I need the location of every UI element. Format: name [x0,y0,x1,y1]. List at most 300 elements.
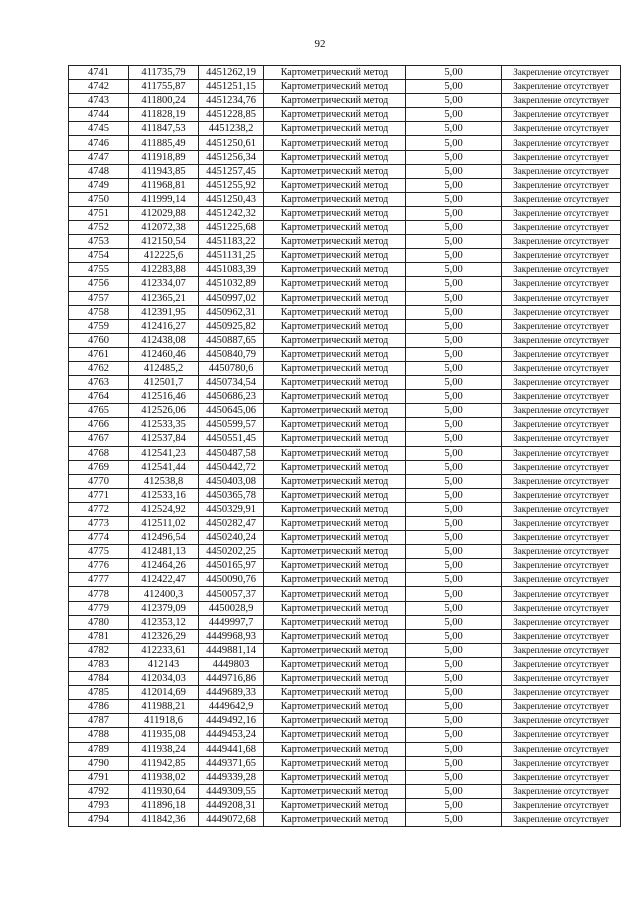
point-number-cell: 4786 [69,700,129,714]
marking-note-cell: Закрепление отсутствует [502,150,621,164]
x-coordinate-cell: 412326,29 [129,629,199,643]
y-coordinate-cell: 4451255,92 [199,178,264,192]
accuracy-cell: 5,00 [406,643,502,657]
x-coordinate-cell: 411828,19 [129,108,199,122]
marking-note-cell: Закрепление отсутствует [502,108,621,122]
y-coordinate-cell: 4450925,82 [199,319,264,333]
marking-note-cell: Закрепление отсутствует [502,742,621,756]
point-number-cell: 4760 [69,333,129,347]
accuracy-cell: 5,00 [406,629,502,643]
y-coordinate-cell: 4451083,39 [199,263,264,277]
y-coordinate-cell: 4449689,33 [199,686,264,700]
method-cell: Картометрический метод [264,221,406,235]
method-cell: Картометрический метод [264,390,406,404]
method-cell: Картометрический метод [264,559,406,573]
table-row [69,122,621,136]
marking-note-cell: Закрепление отсутствует [502,686,621,700]
x-coordinate-cell: 411942,85 [129,756,199,770]
y-coordinate-cell: 4449371,65 [199,756,264,770]
x-coordinate-cell: 412416,27 [129,319,199,333]
point-number-cell: 4790 [69,756,129,770]
method-cell: Картометрический метод [264,164,406,178]
x-coordinate-cell: 412541,23 [129,446,199,460]
marking-note-cell: Закрепление отсутствует [502,235,621,249]
table-row [69,361,621,375]
method-cell: Картометрический метод [264,657,406,671]
y-coordinate-cell: 4449441,68 [199,742,264,756]
point-number-cell: 4765 [69,404,129,418]
y-coordinate-cell: 4451257,45 [199,164,264,178]
x-coordinate-cell: 412233,61 [129,643,199,657]
table-row [69,164,621,178]
x-coordinate-cell: 412353,12 [129,615,199,629]
marking-note-cell: Закрепление отсутствует [502,305,621,319]
accuracy-cell: 5,00 [406,798,502,812]
marking-note-cell: Закрепление отсутствует [502,700,621,714]
y-coordinate-cell: 4450365,78 [199,488,264,502]
x-coordinate-cell: 412538,8 [129,474,199,488]
method-cell: Картометрический метод [264,728,406,742]
y-coordinate-cell: 4451131,25 [199,249,264,263]
y-coordinate-cell: 4450202,25 [199,545,264,559]
x-coordinate-cell: 411935,08 [129,728,199,742]
y-coordinate-cell: 4450028,9 [199,601,264,615]
method-cell: Картометрический метод [264,66,406,80]
x-coordinate-cell: 412526,06 [129,404,199,418]
y-coordinate-cell: 4449642,9 [199,700,264,714]
marking-note-cell: Закрепление отсутствует [502,333,621,347]
accuracy-cell: 5,00 [406,742,502,756]
y-coordinate-cell: 4451228,85 [199,108,264,122]
y-coordinate-cell: 4449968,93 [199,629,264,643]
x-coordinate-cell: 411918,6 [129,714,199,728]
x-coordinate-cell: 412460,46 [129,347,199,361]
method-cell: Картометрический метод [264,798,406,812]
table-row [69,517,621,531]
method-cell: Картометрический метод [264,672,406,686]
x-coordinate-cell: 411847,53 [129,122,199,136]
accuracy-cell: 5,00 [406,418,502,432]
point-number-cell: 4783 [69,657,129,671]
method-cell: Картометрический метод [264,700,406,714]
method-cell: Картометрический метод [264,432,406,446]
point-number-cell: 4772 [69,502,129,516]
marking-note-cell: Закрепление отсутствует [502,587,621,601]
point-number-cell: 4755 [69,263,129,277]
table-row [69,615,621,629]
y-coordinate-cell: 4449072,68 [199,812,264,826]
accuracy-cell: 5,00 [406,770,502,784]
method-cell: Картометрический метод [264,756,406,770]
x-coordinate-cell: 412422,47 [129,573,199,587]
accuracy-cell: 5,00 [406,672,502,686]
x-coordinate-cell: 411930,64 [129,784,199,798]
accuracy-cell: 5,00 [406,432,502,446]
accuracy-cell: 5,00 [406,221,502,235]
marking-note-cell: Закрепление отсутствует [502,728,621,742]
table-row [69,742,621,756]
x-coordinate-cell: 412537,84 [129,432,199,446]
x-coordinate-cell: 412379,09 [129,601,199,615]
y-coordinate-cell: 4450997,02 [199,291,264,305]
point-number-cell: 4744 [69,108,129,122]
marking-note-cell: Закрепление отсутствует [502,657,621,671]
point-number-cell: 4756 [69,277,129,291]
x-coordinate-cell: 412400,3 [129,587,199,601]
accuracy-cell: 5,00 [406,376,502,390]
x-coordinate-cell: 412481,13 [129,545,199,559]
marking-note-cell: Закрепление отсутствует [502,404,621,418]
marking-note-cell: Закрепление отсутствует [502,545,621,559]
point-number-cell: 4779 [69,601,129,615]
method-cell: Картометрический метод [264,150,406,164]
x-coordinate-cell: 411968,81 [129,178,199,192]
marking-note-cell: Закрепление отсутствует [502,277,621,291]
marking-note-cell: Закрепление отсутствует [502,812,621,826]
x-coordinate-cell: 412225,6 [129,249,199,263]
y-coordinate-cell: 4450403,08 [199,474,264,488]
method-cell: Картометрический метод [264,263,406,277]
point-number-cell: 4781 [69,629,129,643]
marking-note-cell: Закрепление отсутствует [502,136,621,150]
x-coordinate-cell: 411943,85 [129,164,199,178]
point-number-cell: 4761 [69,347,129,361]
y-coordinate-cell: 4451250,43 [199,192,264,206]
point-number-cell: 4752 [69,221,129,235]
table-row [69,249,621,263]
accuracy-cell: 5,00 [406,277,502,291]
method-cell: Картометрический метод [264,545,406,559]
x-coordinate-cell: 411918,89 [129,150,199,164]
table-row [69,108,621,122]
marking-note-cell: Закрепление отсутствует [502,784,621,798]
point-number-cell: 4747 [69,150,129,164]
method-cell: Картометрический метод [264,643,406,657]
accuracy-cell: 5,00 [406,517,502,531]
table-row [69,192,621,206]
y-coordinate-cell: 4450487,58 [199,446,264,460]
point-number-cell: 4754 [69,249,129,263]
accuracy-cell: 5,00 [406,333,502,347]
y-coordinate-cell: 4450840,79 [199,347,264,361]
table-row [69,277,621,291]
x-coordinate-cell: 412150,54 [129,235,199,249]
accuracy-cell: 5,00 [406,812,502,826]
x-coordinate-cell: 411885,49 [129,136,199,150]
accuracy-cell: 5,00 [406,559,502,573]
method-cell: Картометрический метод [264,446,406,460]
method-cell: Картометрический метод [264,784,406,798]
point-number-cell: 4788 [69,728,129,742]
method-cell: Картометрический метод [264,418,406,432]
accuracy-cell: 5,00 [406,502,502,516]
coordinates-table [68,65,621,827]
table-row [69,376,621,390]
y-coordinate-cell: 4449997,7 [199,615,264,629]
coordinates-table-body [69,66,621,827]
point-number-cell: 4743 [69,94,129,108]
accuracy-cell: 5,00 [406,404,502,418]
point-number-cell: 4767 [69,432,129,446]
marking-note-cell: Закрепление отсутствует [502,66,621,80]
table-row [69,150,621,164]
x-coordinate-cell: 412143 [129,657,199,671]
x-coordinate-cell: 412464,26 [129,559,199,573]
table-row [69,756,621,770]
x-coordinate-cell: 412541,44 [129,460,199,474]
marking-note-cell: Закрепление отсутствует [502,221,621,235]
point-number-cell: 4766 [69,418,129,432]
y-coordinate-cell: 4449492,16 [199,714,264,728]
marking-note-cell: Закрепление отсутствует [502,94,621,108]
x-coordinate-cell: 412438,08 [129,333,199,347]
y-coordinate-cell: 4449881,14 [199,643,264,657]
x-coordinate-cell: 412391,95 [129,305,199,319]
marking-note-cell: Закрепление отсутствует [502,319,621,333]
point-number-cell: 4793 [69,798,129,812]
y-coordinate-cell: 4450057,37 [199,587,264,601]
y-coordinate-cell: 4451250,61 [199,136,264,150]
table-row [69,601,621,615]
point-number-cell: 4745 [69,122,129,136]
x-coordinate-cell: 412533,35 [129,418,199,432]
accuracy-cell: 5,00 [406,235,502,249]
point-number-cell: 4746 [69,136,129,150]
table-row [69,333,621,347]
method-cell: Картометрический метод [264,812,406,826]
method-cell: Картометрический метод [264,404,406,418]
x-coordinate-cell: 411735,79 [129,66,199,80]
marking-note-cell: Закрепление отсутствует [502,531,621,545]
table-row [69,770,621,784]
method-cell: Картометрический метод [264,573,406,587]
marking-note-cell: Закрепление отсутствует [502,192,621,206]
point-number-cell: 4794 [69,812,129,826]
accuracy-cell: 5,00 [406,390,502,404]
accuracy-cell: 5,00 [406,728,502,742]
table-row [69,728,621,742]
point-number-cell: 4750 [69,192,129,206]
y-coordinate-cell: 4450734,54 [199,376,264,390]
point-number-cell: 4748 [69,164,129,178]
accuracy-cell: 5,00 [406,615,502,629]
accuracy-cell: 5,00 [406,573,502,587]
y-coordinate-cell: 4450551,45 [199,432,264,446]
point-number-cell: 4776 [69,559,129,573]
accuracy-cell: 5,00 [406,94,502,108]
accuracy-cell: 5,00 [406,756,502,770]
marking-note-cell: Закрепление отсутствует [502,601,621,615]
accuracy-cell: 5,00 [406,545,502,559]
point-number-cell: 4751 [69,206,129,220]
method-cell: Картометрический метод [264,178,406,192]
x-coordinate-cell: 411755,87 [129,80,199,94]
marking-note-cell: Закрепление отсутствует [502,643,621,657]
table-row [69,221,621,235]
y-coordinate-cell: 4451225,68 [199,221,264,235]
method-cell: Картометрический метод [264,333,406,347]
table-row [69,559,621,573]
point-number-cell: 4742 [69,80,129,94]
method-cell: Картометрический метод [264,770,406,784]
x-coordinate-cell: 411988,21 [129,700,199,714]
accuracy-cell: 5,00 [406,178,502,192]
point-number-cell: 4784 [69,672,129,686]
marking-note-cell: Закрепление отсутствует [502,347,621,361]
table-row [69,446,621,460]
y-coordinate-cell: 4450780,6 [199,361,264,375]
method-cell: Картометрический метод [264,192,406,206]
accuracy-cell: 5,00 [406,319,502,333]
method-cell: Картометрический метод [264,686,406,700]
table-row [69,94,621,108]
point-number-cell: 4741 [69,66,129,80]
marking-note-cell: Закрепление отсутствует [502,178,621,192]
accuracy-cell: 5,00 [406,150,502,164]
x-coordinate-cell: 412501,7 [129,376,199,390]
accuracy-cell: 5,00 [406,361,502,375]
table-row [69,404,621,418]
point-number-cell: 4782 [69,643,129,657]
method-cell: Картометрический метод [264,460,406,474]
marking-note-cell: Закрепление отсутствует [502,164,621,178]
table-row [69,672,621,686]
table-row [69,531,621,545]
x-coordinate-cell: 412283,88 [129,263,199,277]
point-number-cell: 4774 [69,531,129,545]
method-cell: Картометрический метод [264,714,406,728]
table-row [69,460,621,474]
marking-note-cell: Закрепление отсутствует [502,263,621,277]
marking-note-cell: Закрепление отсутствует [502,573,621,587]
table-row [69,305,621,319]
x-coordinate-cell: 411938,24 [129,742,199,756]
accuracy-cell: 5,00 [406,531,502,545]
table-row [69,432,621,446]
accuracy-cell: 5,00 [406,122,502,136]
x-coordinate-cell: 412029,88 [129,206,199,220]
table-row [69,319,621,333]
x-coordinate-cell: 412365,21 [129,291,199,305]
table-row [69,178,621,192]
accuracy-cell: 5,00 [406,446,502,460]
point-number-cell: 4778 [69,587,129,601]
table-row [69,587,621,601]
accuracy-cell: 5,00 [406,657,502,671]
table-row [69,700,621,714]
x-coordinate-cell: 412014,69 [129,686,199,700]
method-cell: Картометрический метод [264,235,406,249]
x-coordinate-cell: 412334,07 [129,277,199,291]
method-cell: Картометрический метод [264,361,406,375]
point-number-cell: 4753 [69,235,129,249]
point-number-cell: 4771 [69,488,129,502]
point-number-cell: 4770 [69,474,129,488]
method-cell: Картометрический метод [264,629,406,643]
marking-note-cell: Закрепление отсутствует [502,756,621,770]
y-coordinate-cell: 4450887,65 [199,333,264,347]
point-number-cell: 4749 [69,178,129,192]
point-number-cell: 4780 [69,615,129,629]
table-row [69,66,621,80]
y-coordinate-cell: 4449309,55 [199,784,264,798]
point-number-cell: 4785 [69,686,129,700]
table-row [69,714,621,728]
point-number-cell: 4768 [69,446,129,460]
x-coordinate-cell: 412485,2 [129,361,199,375]
table-row [69,573,621,587]
method-cell: Картометрический метод [264,319,406,333]
table-row [69,502,621,516]
accuracy-cell: 5,00 [406,347,502,361]
accuracy-cell: 5,00 [406,460,502,474]
point-number-cell: 4763 [69,376,129,390]
marking-note-cell: Закрепление отсутствует [502,390,621,404]
marking-note-cell: Закрепление отсутствует [502,770,621,784]
accuracy-cell: 5,00 [406,206,502,220]
y-coordinate-cell: 4449339,28 [199,770,264,784]
marking-note-cell: Закрепление отсутствует [502,80,621,94]
method-cell: Картометрический метод [264,291,406,305]
point-number-cell: 4789 [69,742,129,756]
table-row [69,347,621,361]
accuracy-cell: 5,00 [406,474,502,488]
y-coordinate-cell: 4450962,31 [199,305,264,319]
marking-note-cell: Закрепление отсутствует [502,559,621,573]
y-coordinate-cell: 4451032,89 [199,277,264,291]
point-number-cell: 4764 [69,390,129,404]
point-number-cell: 4777 [69,573,129,587]
method-cell: Картометрический метод [264,94,406,108]
method-cell: Картометрический метод [264,108,406,122]
table-row [69,798,621,812]
x-coordinate-cell: 412496,54 [129,531,199,545]
x-coordinate-cell: 412524,92 [129,502,199,516]
method-cell: Картометрический метод [264,206,406,220]
accuracy-cell: 5,00 [406,601,502,615]
marking-note-cell: Закрепление отсутствует [502,798,621,812]
point-number-cell: 4775 [69,545,129,559]
y-coordinate-cell: 4451262,19 [199,66,264,80]
marking-note-cell: Закрепление отсутствует [502,249,621,263]
accuracy-cell: 5,00 [406,686,502,700]
x-coordinate-cell: 412034,03 [129,672,199,686]
method-cell: Картометрический метод [264,305,406,319]
marking-note-cell: Закрепление отсутствует [502,122,621,136]
page-number: 92 [314,38,326,50]
table-row [69,418,621,432]
accuracy-cell: 5,00 [406,784,502,798]
table-row [69,136,621,150]
x-coordinate-cell: 411800,24 [129,94,199,108]
marking-note-cell: Закрепление отсутствует [502,291,621,305]
x-coordinate-cell: 412072,38 [129,221,199,235]
y-coordinate-cell: 4450090,76 [199,573,264,587]
x-coordinate-cell: 412533,16 [129,488,199,502]
marking-note-cell: Закрепление отсутствует [502,615,621,629]
table-row [69,629,621,643]
x-coordinate-cell: 412511,02 [129,517,199,531]
marking-note-cell: Закрепление отсутствует [502,206,621,220]
accuracy-cell: 5,00 [406,305,502,319]
marking-note-cell: Закрепление отсутствует [502,474,621,488]
y-coordinate-cell: 4449208,31 [199,798,264,812]
point-number-cell: 4762 [69,361,129,375]
y-coordinate-cell: 4451256,34 [199,150,264,164]
method-cell: Картометрический метод [264,122,406,136]
y-coordinate-cell: 4450165,97 [199,559,264,573]
marking-note-cell: Закрепление отсутствует [502,488,621,502]
